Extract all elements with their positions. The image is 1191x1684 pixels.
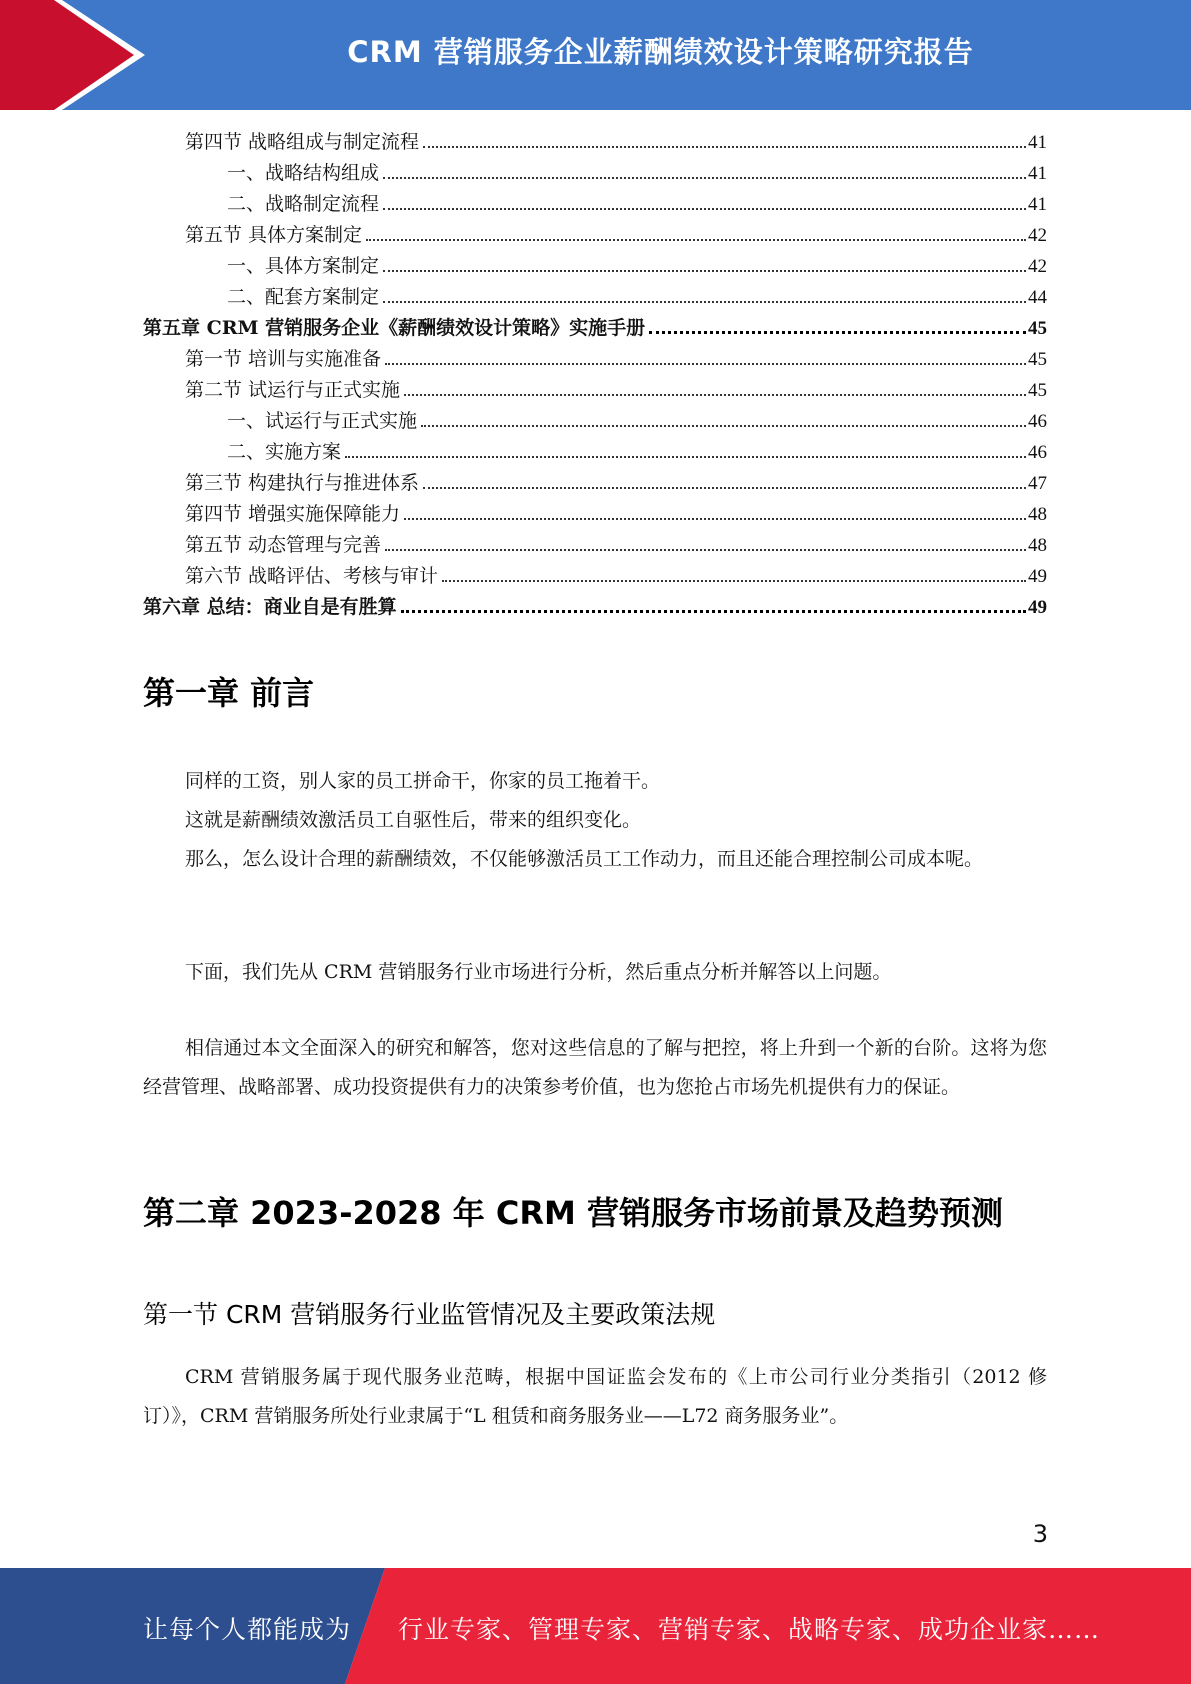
toc-leader-dots <box>383 177 1026 179</box>
toc-entry[interactable] <box>143 127 1047 158</box>
toc-leader-dots <box>366 239 1026 241</box>
toc-entry-page: 42 <box>1028 256 1047 277</box>
toc-entry-title: 第六章 总结：商业自是有胜算 <box>143 596 397 618</box>
toc-entry-page: 46 <box>1028 442 1047 463</box>
toc-entry-title: 一、战略结构组成 <box>227 162 380 184</box>
toc-entry[interactable] <box>143 437 1047 468</box>
toc-leader-dots <box>383 208 1026 210</box>
toc-entry-page: 46 <box>1028 411 1047 432</box>
toc-entry[interactable] <box>143 561 1047 592</box>
toc-entry-page: 45 <box>1028 380 1047 401</box>
toc-entry-title: 二、配套方案制定 <box>227 286 380 308</box>
toc-entry-title: 第四节 增强实施保障能力 <box>185 503 401 525</box>
toc-leader-dots <box>345 456 1026 458</box>
toc-leader-dots <box>385 549 1026 551</box>
toc-entry[interactable] <box>143 375 1047 406</box>
toc-entry-title: 一、具体方案制定 <box>227 255 380 277</box>
toc-entry-page: 49 <box>1028 566 1047 587</box>
toc-leader-dots <box>404 518 1026 520</box>
toc-entry[interactable] <box>143 406 1047 437</box>
report-title: CRM 营销服务企业薪酬绩效设计策略研究报告 <box>347 35 974 69</box>
toc-entry[interactable] <box>143 251 1047 282</box>
toc-entry-title: 第四节 战略组成与制定流程 <box>185 131 420 153</box>
toc-entry-title: 一、试运行与正式实施 <box>227 410 418 432</box>
toc-entry-page: 48 <box>1028 504 1047 525</box>
toc-entry-title: 第五节 动态管理与完善 <box>185 534 382 556</box>
toc-entry-page: 49 <box>1028 597 1047 618</box>
toc-chapter-entry[interactable] <box>143 592 1047 623</box>
footer-slogan-right: 行业专家、管理专家、营销专家、战略专家、成功企业家…… <box>398 1615 1101 1644</box>
section-heading: 第一节 CRM 营销服务行业监管情况及主要政策法规 <box>143 1300 716 1329</box>
toc-entry-page: 45 <box>1028 318 1047 339</box>
toc-leader-dots <box>649 331 1026 334</box>
red-arrow-decoration <box>0 0 150 110</box>
toc-entry-page: 42 <box>1028 225 1047 246</box>
toc-leader-dots <box>383 270 1026 272</box>
toc-entry-page: 41 <box>1028 132 1047 153</box>
toc-leader-dots <box>421 425 1026 427</box>
toc-entry-title: 二、战略制定流程 <box>227 193 380 215</box>
toc-entry[interactable] <box>143 344 1047 375</box>
toc-entry-title: 第三节 构建执行与推进体系 <box>185 472 420 494</box>
toc-entry[interactable] <box>143 220 1047 251</box>
body-paragraph: 同样的工资，别人家的员工拼命干，你家的员工拖着干。 <box>185 770 661 792</box>
toc-entry-page: 41 <box>1028 163 1047 184</box>
toc-leader-dots <box>442 580 1026 582</box>
toc-entry[interactable] <box>143 468 1047 499</box>
toc-entry-title: 第五节 具体方案制定 <box>185 224 363 246</box>
body-paragraph: 下面，我们先从 CRM 营销服务行业市场进行分析，然后重点分析并解答以上问题。 <box>185 961 892 983</box>
toc-entry-title: 第一节 培训与实施准备 <box>185 348 382 370</box>
toc-leader-dots <box>423 487 1026 489</box>
toc-entry-page: 41 <box>1028 194 1047 215</box>
toc-entry-title: 第六节 战略评估、考核与审计 <box>185 565 439 587</box>
toc-leader-dots <box>404 394 1026 396</box>
toc-chapter-entry[interactable] <box>143 313 1047 344</box>
body-paragraph: 那么，怎么设计合理的薪酬绩效，不仅能够激活员工工作动力，而且还能合理控制公司成本呢。 <box>185 848 984 870</box>
table-of-contents <box>143 127 1047 623</box>
toc-entry[interactable] <box>143 282 1047 313</box>
toc-entry-page: 44 <box>1028 287 1047 308</box>
toc-entry[interactable] <box>143 189 1047 220</box>
page-header <box>0 0 1191 110</box>
body-paragraph: CRM 营销服务属于现代服务业范畴，根据中国证监会发布的《上市公司行业分类指引（2012 修订）》，CRM 营销服务所处行业隶属于“L 租赁和商务服务业——L72 商务服务业”。 <box>143 1366 1047 1427</box>
toc-entry-page: 45 <box>1028 349 1047 370</box>
toc-entry-page: 48 <box>1028 535 1047 556</box>
toc-leader-dots <box>385 363 1026 365</box>
toc-entry-title: 第五章 CRM 营销服务企业《薪酬绩效设计策略》实施手册 <box>143 317 646 339</box>
toc-entry-page: 47 <box>1028 473 1047 494</box>
toc-entry[interactable] <box>143 499 1047 530</box>
page-footer <box>0 1568 1191 1684</box>
toc-entry-title: 二、实施方案 <box>227 441 342 463</box>
toc-leader-dots <box>383 301 1026 303</box>
footer-slogan-left: 让每个人都能成为 <box>143 1615 352 1644</box>
toc-leader-dots <box>423 146 1026 148</box>
chapter-heading: 第一章 前言 <box>143 674 315 712</box>
body-paragraph: 这就是薪酬绩效激活员工自驱性后，带来的组织变化。 <box>185 809 642 831</box>
body-paragraph: 相信通过本文全面深入的研究和解答，您对这些信息的了解与把控，将上升到一个新的台阶。这将为您经营管理、战略部署、成功投资提供有力的决策参考价值，也为您抢占市场先机提供有力的保证。 <box>143 1037 1047 1098</box>
toc-leader-dots <box>401 610 1026 613</box>
page-number: 3 <box>1032 1520 1048 1548</box>
toc-entry-title: 第二节 试运行与正式实施 <box>185 379 401 401</box>
chapter-heading: 第二章 2023-2028 年 CRM 营销服务市场前景及趋势预测 <box>143 1194 1003 1232</box>
toc-entry[interactable] <box>143 530 1047 561</box>
toc-entry[interactable] <box>143 158 1047 189</box>
